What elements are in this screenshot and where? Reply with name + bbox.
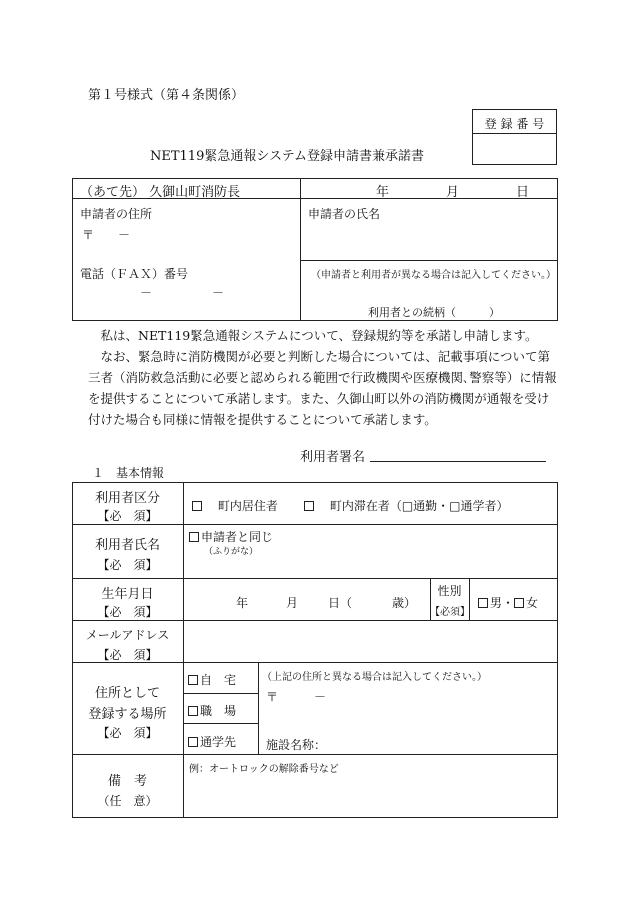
date-day-label: 日: [516, 185, 530, 200]
option-resident-label: 町内居住者: [217, 499, 278, 513]
male-label: 男・: [490, 596, 515, 610]
gender-options[interactable]: [478, 594, 538, 611]
email-required: 【必 須】: [97, 648, 158, 662]
signature-field[interactable]: [372, 440, 544, 460]
checkbox-work[interactable]: [188, 706, 198, 716]
option-resident[interactable]: [192, 497, 278, 514]
user-category-label: 利用者区分: [94, 491, 160, 506]
section-title-basic-info: １ 基本情報: [92, 466, 165, 480]
facility-name-label: 施設名称：: [266, 738, 327, 752]
phone-label: 電話（ＦＡＸ）番号: [80, 267, 189, 281]
user-category-required: 【必 須】: [97, 509, 158, 523]
user-name-field[interactable]: [190, 556, 550, 576]
form-title: NET119緊急通報システム登録申請書兼承諾書: [150, 149, 425, 164]
address-required: 【必 須】: [97, 726, 158, 740]
user-name-required: 【必 須】: [97, 558, 158, 572]
facility-name-field[interactable]: [330, 732, 550, 752]
email-field[interactable]: [190, 628, 550, 656]
age-label: 歳）: [392, 596, 417, 610]
same-as-applicant[interactable]: [189, 528, 273, 545]
address-note: （上記の住所と異なる場合は記入してください。）: [262, 672, 487, 683]
gender-required: 【必須】: [430, 607, 470, 618]
remarks-example: 例：オートロックの解除番号など: [189, 764, 339, 775]
email-label: メールアドレス: [85, 628, 170, 642]
birth-day-label: 日（: [328, 596, 353, 610]
relationship-label: 利用者との続柄（ ）: [368, 306, 500, 319]
female-label: 女: [526, 596, 539, 610]
applicant-name-field[interactable]: [308, 222, 548, 256]
option-school[interactable]: [188, 733, 236, 750]
checkbox-female[interactable]: [514, 598, 524, 608]
option-home[interactable]: [188, 671, 236, 688]
applicant-address-field[interactable]: [100, 222, 290, 252]
option-work[interactable]: [188, 702, 236, 719]
date-year-label: 年: [376, 185, 390, 200]
address-postal-mark: 〒 －: [266, 690, 327, 704]
birth-month-label: 月: [286, 596, 299, 610]
checkbox-resident[interactable]: [192, 501, 202, 511]
address-label-line2: 登録する場所: [88, 707, 167, 722]
birthdate-required: 【必 須】: [97, 605, 158, 619]
consent-paragraph-1: 私は、NET119緊急通報システムについて、登録規約等を承諾し申請します。: [100, 328, 538, 343]
phone-field[interactable]: [80, 280, 290, 300]
option-stay[interactable]: [304, 497, 509, 514]
remarks-optional: （任 意）: [97, 794, 158, 808]
date-month-label: 月: [446, 185, 460, 200]
remarks-label: 備 考: [107, 774, 147, 789]
signature-label: 利用者署名: [300, 450, 366, 465]
applicant-name-label: 申請者の氏名: [308, 207, 381, 221]
checkbox-same-as-applicant[interactable]: [189, 532, 199, 542]
option-stay-label: 町内滞在者（□通勤・□通学者）: [329, 499, 509, 513]
user-name-label: 利用者氏名: [94, 538, 160, 553]
furigana-label: （ふりがな）: [204, 547, 259, 557]
birthdate-label: 生年月日: [101, 587, 154, 602]
consent-text: [88, 325, 558, 430]
checkbox-stay[interactable]: [304, 501, 314, 511]
checkbox-male[interactable]: [478, 598, 488, 608]
address-label-line1: 住所として: [94, 686, 160, 701]
address-field[interactable]: [266, 702, 550, 728]
option-home-label: 自 宅: [200, 673, 237, 687]
gender-label: 性別: [437, 584, 462, 598]
remarks-field[interactable]: [190, 776, 550, 814]
checkbox-school[interactable]: [188, 737, 198, 747]
checkbox-home[interactable]: [188, 675, 198, 685]
form-number: 第１号様式（第４条関係）: [88, 88, 245, 103]
note-applicant-differs: （申請者と利用者が異なる場合は記入してください。）: [311, 270, 556, 281]
applicant-address-label: 申請者の住所: [80, 207, 153, 221]
birth-year-label: 年: [236, 596, 249, 610]
consent-paragraph-2: なお、緊急時に消防機関が必要と判断した場合については、記載事項について第三者（消防救急活動に必要と認められる範囲で行政機関や医療機関､警察等）に情報を提供することについて承諾します。また、久御山町以外の消防機関が通報を受け付けた場合も同様に情報を提供することについて承諾します。: [88, 349, 557, 427]
phone-dashes: － －: [140, 286, 225, 300]
option-school-label: 通学先: [200, 735, 237, 749]
postal-code-mark: 〒 －: [82, 228, 131, 242]
option-work-label: 職 場: [200, 704, 237, 718]
registration-number-label: 登 録 番 号: [484, 117, 545, 131]
registration-number-value[interactable]: [474, 135, 555, 163]
addressee: （あて先） 久御山町消防長: [80, 185, 241, 200]
same-as-applicant-label: 申請者と同じ: [201, 530, 274, 544]
